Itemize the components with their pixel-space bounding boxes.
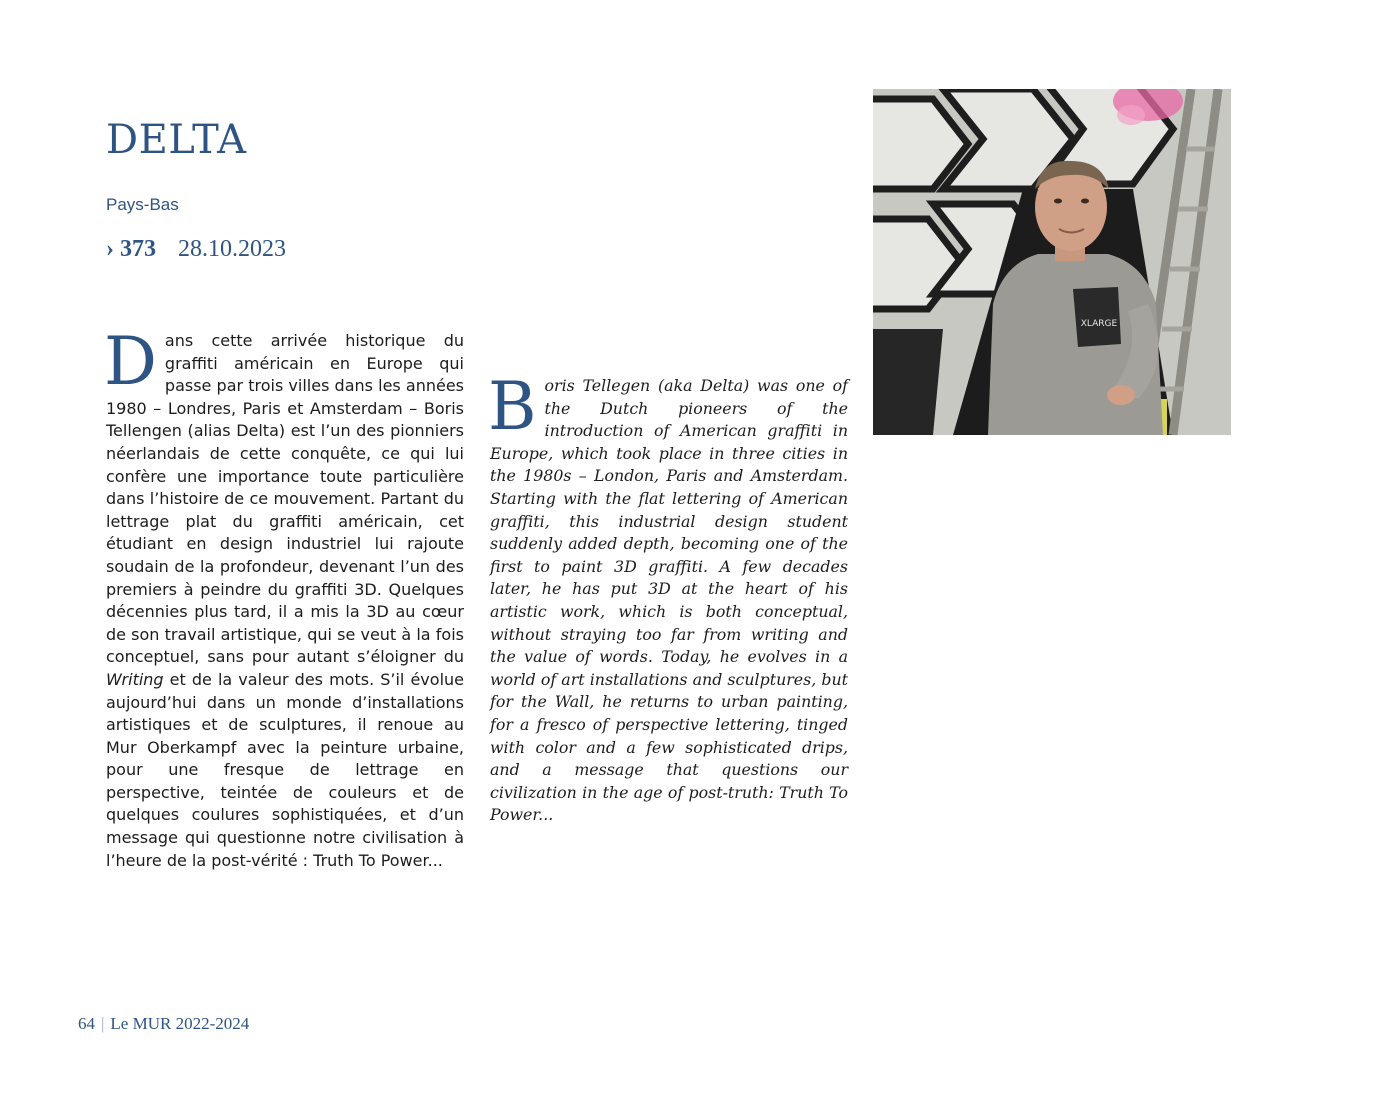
- publication-title: Le MUR 2022-2024: [110, 1014, 250, 1033]
- artist-portrait-illustration: [873, 89, 1231, 435]
- french-text-part-2: et de la valeur des mots. S’il évolue aujourd’hui dans un monde d’installations artistiques et de sculptures, il renoue au Mur Oberkampf avec la peinture urbaine, pour une fresque de lettrage en perspective, teintée de couleurs et de quelques coulures sophistiquées, et d’un message qui questionne notre civilisation à l’heure de la post-vérité : Truth To Power...: [106, 669, 464, 870]
- french-italic-word: Writing: [106, 669, 164, 689]
- english-text-column: [488, 368, 848, 827]
- english-paragraph: oris Tellegen (aka Delta) was one of the Dutch pioneers of the introduction of American graffiti in Europe, which took place in three cities in the 1980s – London, Paris and Amsterdam. Starting with the flat lettering of American graffiti, this industrial design student suddenly added depth, becoming one of the first to paint 3D graffiti. A few decades later, he has put 3D at the heart of his artistic work, which is both conceptual, without straying too far from writing and the value of words. Today, he evolves in a world of art installations and sculptures, but for the Wall, he returns to urban painting, for a fresco of perspective lettering, tinged with color and a few sophisticated drips, and a message that questions our civilization in the age of post-truth: Truth To Power...: [490, 376, 848, 825]
- entry-meta: [106, 236, 286, 263]
- artist-photo: [873, 89, 1231, 435]
- sweater-print-text: XLARGE: [1080, 319, 1118, 329]
- french-text-column: [104, 323, 464, 872]
- french-dropcap: D: [104, 323, 157, 400]
- artist-country: Pays-Bas: [106, 195, 179, 214]
- entry-date: 28.10.2023: [178, 236, 286, 262]
- english-dropcap: B: [488, 368, 537, 445]
- french-paragraph: [104, 323, 464, 872]
- footer-separator: |: [101, 1014, 105, 1033]
- page-number: 64: [78, 1014, 95, 1033]
- page-footer: [78, 1014, 249, 1034]
- french-text-part-1: ans cette arrivée historique du graffiti américain en Europe qui passe par trois villes dans les années 1980 – Londres, Paris et Amsterdam – Boris Tellengen (alias Delta) est l’un des pionniers néerlandais de cette conquête, ce qui lui confère une importance toute particulière dans l’histoire de ce mouvement. Partant du lettrage plat du graffiti américain, cet étudiant en design industriel lui rajoute soudain de la profondeur, devenant l’un des premiers à peindre du graffiti 3D. Quelques décennies plus tard, il a mis la 3D au cœur de son travail artistique, qui se veut à la fois conceptuel, sans pour autant s’éloigner du: [106, 331, 464, 667]
- entry-number: › 373: [106, 236, 156, 262]
- page-title: DELTA: [106, 117, 247, 163]
